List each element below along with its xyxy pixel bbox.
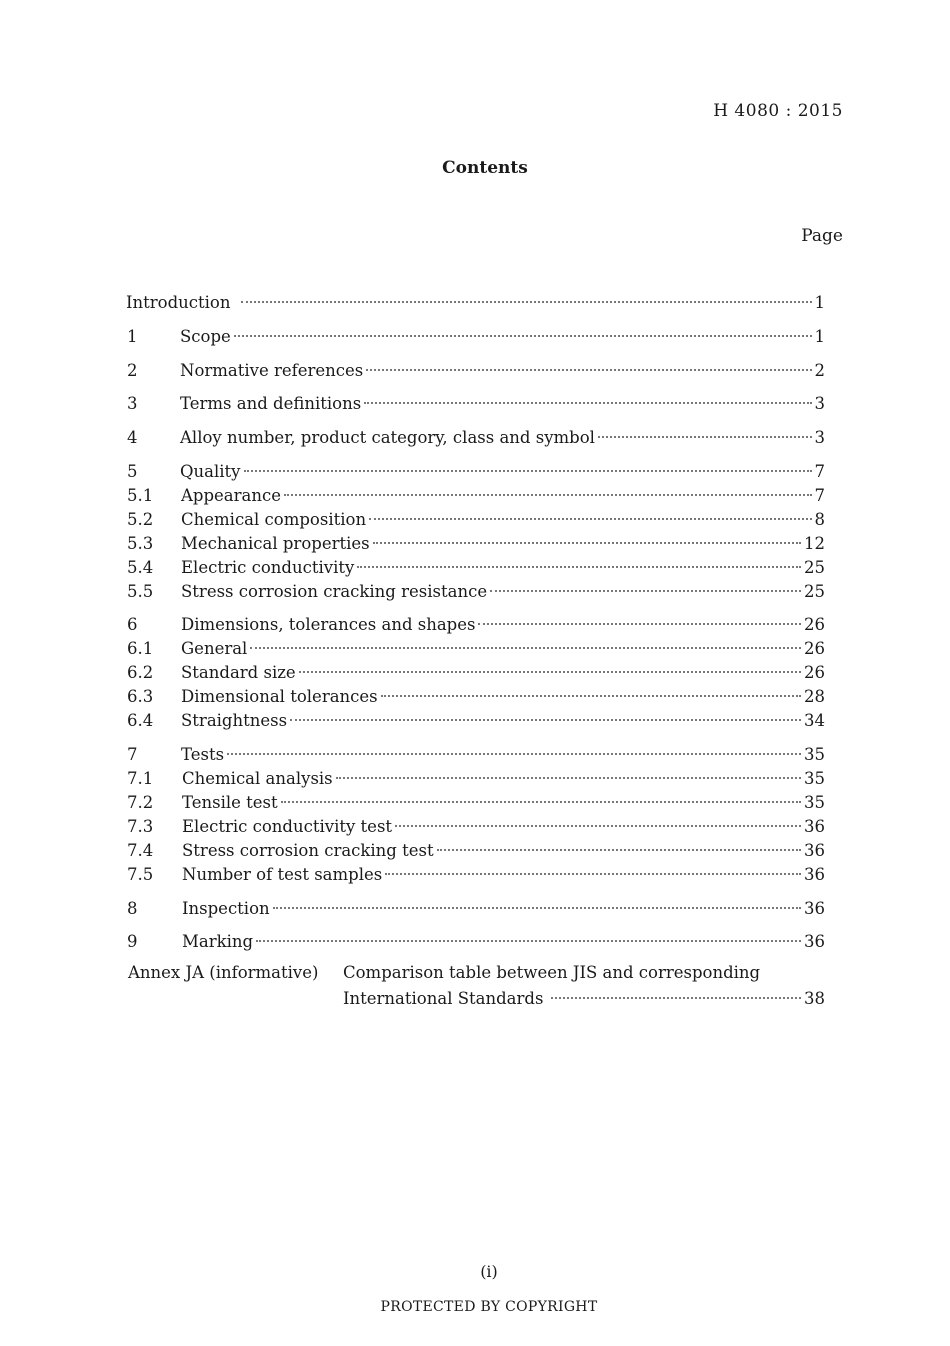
toc-entry-page: 36 [804,899,825,918]
toc-entry-number: 9 [127,932,138,951]
toc-entry-label: Chemical composition [181,510,367,529]
toc-entry-label: Inspection [182,899,270,918]
toc-entry-page: 7 [814,462,825,481]
toc-entry-label: Dimensions, tolerances and shapes [181,615,476,634]
toc-entry-number: 8 [127,899,138,918]
toc-entry-label: Marking [182,932,254,951]
toc-entry-page: 36 [804,841,825,860]
dot-leader [290,719,801,721]
toc-entry-number: 5.5 [127,582,154,601]
toc-entry-number: 6.3 [127,687,154,706]
toc-entry-page: 38 [804,989,825,1008]
toc-entry-straightness[interactable] [127,709,825,733]
toc-entry-inspection[interactable] [127,897,825,921]
dot-leader [256,940,801,942]
toc-entry-label: Chemical analysis [182,769,333,788]
toc-entry-number: 6.2 [127,663,154,682]
toc-entry-label: Alloy number, product category, class and symbol [180,428,595,447]
dot-leader [227,753,801,755]
toc-entry-number: 7.4 [127,841,154,860]
toc-entry-label: Stress corrosion cracking resistance [181,582,488,601]
toc-entry-page: 26 [804,639,825,658]
toc-entry-label: Normative references [180,361,364,380]
toc-entry-standard-size[interactable] [127,661,825,685]
toc-entry-page: 2 [814,361,825,380]
toc-entry-label: Standard size [181,663,296,682]
dot-leader [598,436,812,438]
toc-entry-page: 26 [804,615,825,634]
page-column-header: Page [801,226,843,246]
annex-title-line-1[interactable]: Comparison table between JIS and corresponding [343,963,761,982]
dot-leader [437,849,801,851]
toc-entry-tests[interactable] [127,743,825,767]
toc-entry-number: 7.3 [127,817,154,836]
toc-entry-label: Quality [180,462,241,481]
toc-entry-label: Appearance [181,486,281,505]
toc-entry-page: 12 [804,534,825,553]
toc-entry-number: 7.1 [127,769,154,788]
toc-entry-page: 36 [804,817,825,836]
toc-entry-label: Number of test samples [182,865,383,884]
toc-entry-number: 1 [127,327,138,346]
dot-leader [250,647,801,649]
dot-leader [478,623,801,625]
dot-leader [490,590,801,592]
toc-entry-alloy-number[interactable] [127,426,825,450]
toc-entry-stress-corrosion-resistance[interactable] [127,580,825,604]
toc-entry-label: Tests [181,745,225,764]
toc-entry-number: 6.1 [127,639,154,658]
toc-entry-page: 1 [814,293,825,312]
dot-leader [284,494,812,496]
toc-entry-label: Straightness [181,711,288,730]
toc-entry-number: 5.4 [127,558,154,577]
toc-entry-label: Terms and definitions [180,394,362,413]
toc-entry-terms-definitions[interactable] [127,392,825,416]
annex-label: Annex JA (informative) [128,963,319,982]
standard-number: H 4080 : 2015 [713,101,843,121]
dot-leader [366,369,811,371]
toc-entry-number: 6 [127,615,138,634]
toc-entry-page: 3 [814,428,825,447]
toc-entry-scope[interactable] [127,325,825,349]
toc-entry-introduction[interactable] [126,291,825,315]
toc-entry-page: 25 [804,558,825,577]
dot-leader [369,518,811,520]
toc-entry-number: 5.1 [127,486,154,505]
toc-entry-electric-conductivity-test[interactable] [127,815,825,839]
toc-entry-number: 5 [127,462,138,481]
toc-entry-label: Electric conductivity [181,558,355,577]
toc-entry-page: 35 [804,769,825,788]
toc-entry-page: 34 [804,711,825,730]
dot-leader [381,695,801,697]
dot-leader [385,873,801,875]
page-title: Contents [442,158,528,178]
toc-entry-page: 8 [814,510,825,529]
dot-leader [281,801,801,803]
toc-entry-dimensions[interactable] [127,613,825,637]
toc-entry-normative-references[interactable] [127,359,825,383]
toc-entry-label: Stress corrosion cracking test [182,841,434,860]
toc-entry-label: Electric conductivity test [182,817,393,836]
dot-leader [551,997,801,999]
dot-leader [234,335,812,337]
toc-entry-quality[interactable] [127,460,825,484]
toc-entry-number: 7 [127,745,138,764]
dot-leader [299,671,801,673]
toc-entry-page: 36 [804,865,825,884]
dot-leader [364,402,811,404]
toc-entry-label: Mechanical properties [181,534,370,553]
toc-entry-appearance[interactable] [127,484,825,508]
toc-entry-label: Tensile test [182,793,278,812]
toc-entry-page: 36 [804,932,825,951]
toc-entry-marking[interactable] [127,930,825,954]
dot-leader [373,542,801,544]
toc-entry-page: 28 [804,687,825,706]
toc-entry-page: 35 [804,793,825,812]
annex-title-line-2: International Standards [343,989,544,1008]
toc-entry-number-of-samples[interactable] [127,863,825,887]
copyright-notice: PROTECTED BY COPYRIGHT [380,1299,598,1315]
toc-entry-number: 4 [127,428,138,447]
toc-entry-number: 3 [127,394,138,413]
toc-entry-stress-corrosion-test[interactable] [127,839,825,863]
toc-entry-number: 2 [127,361,138,380]
toc-entry-page: 3 [814,394,825,413]
toc-entry-chemical-analysis[interactable] [127,767,825,791]
toc-entry-general[interactable] [127,637,825,661]
toc-entry-number: 7.2 [127,793,154,812]
toc-entry-label: Introduction [126,293,231,312]
toc-entry-page: 1 [814,327,825,346]
dot-leader [241,301,812,303]
toc-entry-label: General [181,639,248,658]
dot-leader [273,907,801,909]
toc-entry-chemical-composition[interactable] [127,508,825,532]
toc-entry-mechanical-properties[interactable] [127,532,825,556]
toc-entry-number: 6.4 [127,711,154,730]
toc-entry-number: 5.3 [127,534,154,553]
toc-entry-label: Dimensional tolerances [181,687,378,706]
page-number: (i) [480,1262,498,1281]
dot-leader [336,777,801,779]
dot-leader [357,566,801,568]
dot-leader [395,825,801,827]
toc-entry-page: 35 [804,745,825,764]
toc-entry-electric-conductivity[interactable] [127,556,825,580]
toc-entry-tensile-test[interactable] [127,791,825,815]
toc-entry-page: 25 [804,582,825,601]
toc-entry-annex[interactable] [343,987,825,1011]
toc-entry-page: 26 [804,663,825,682]
toc-entry-number: 5.2 [127,510,154,529]
toc-entry-page: 7 [814,486,825,505]
toc-entry-dimensional-tolerances[interactable] [127,685,825,709]
toc-entry-number: 7.5 [127,865,154,884]
toc-entry-label: Scope [180,327,231,346]
dot-leader [244,470,812,472]
